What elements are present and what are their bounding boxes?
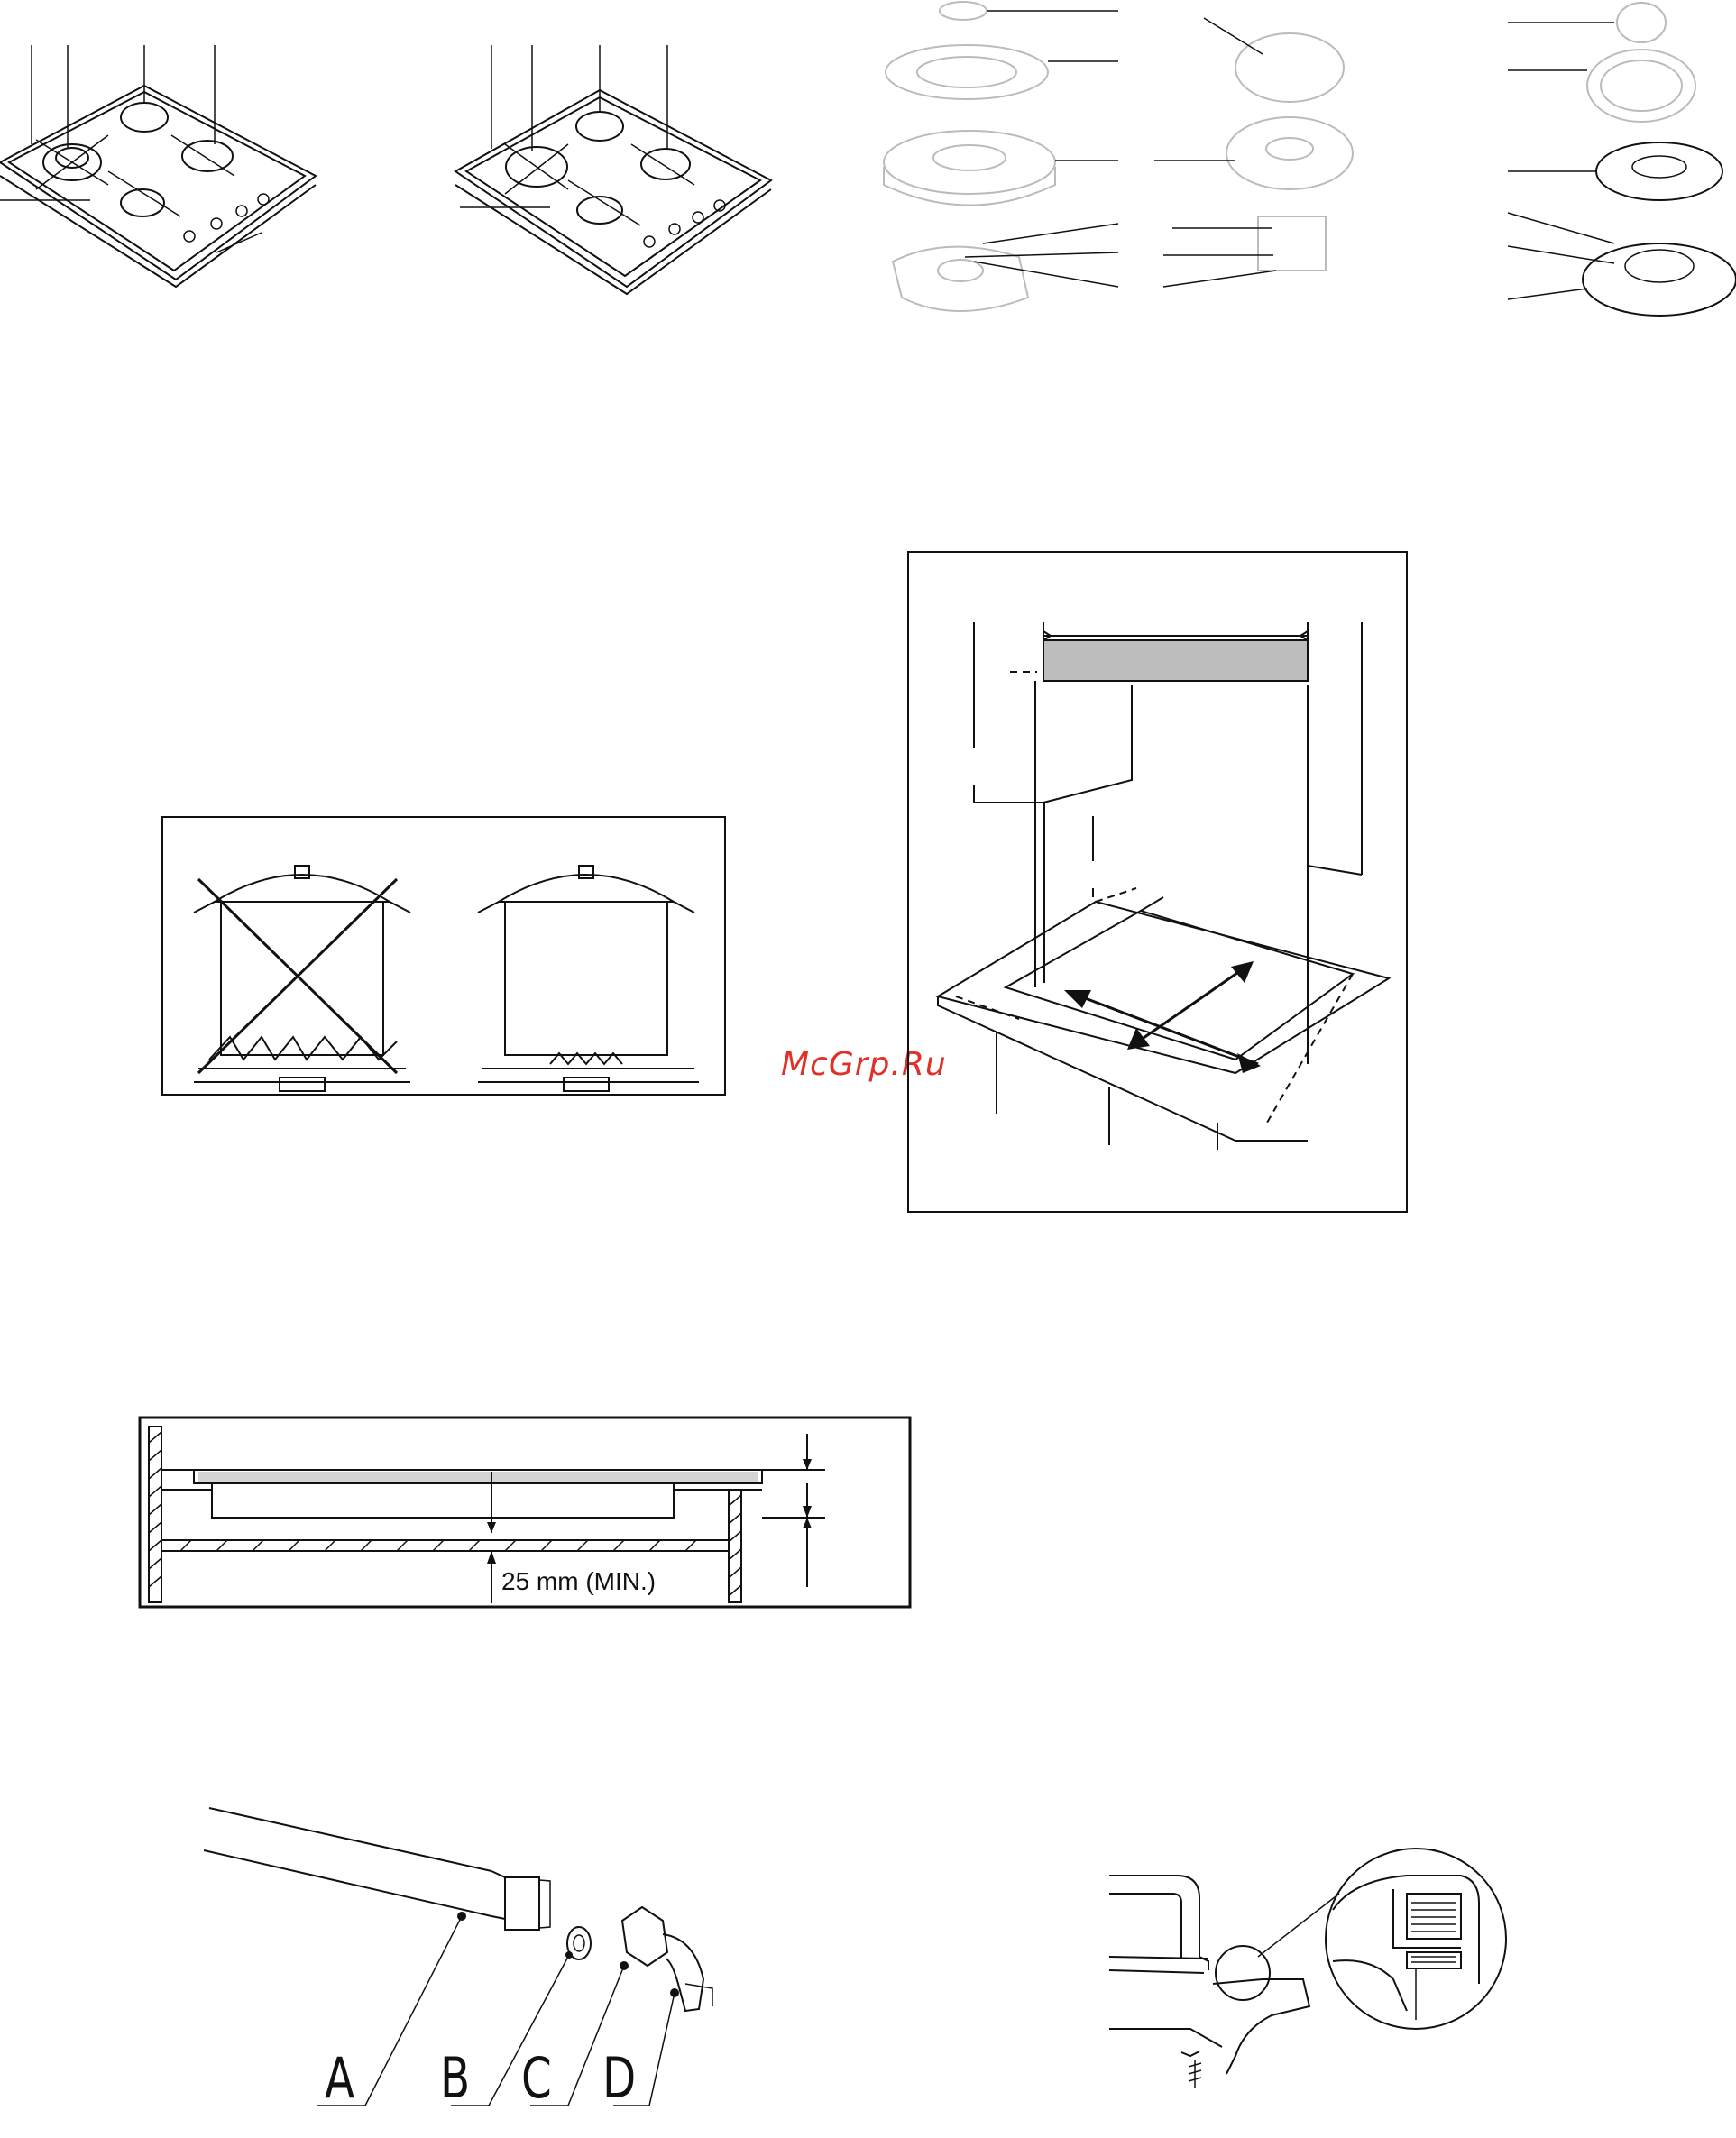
hob-variant-1 [0,45,316,287]
part-label-d: D [602,2045,637,2111]
clearance-label: 25 mm (MIN.) [501,1567,657,1595]
part-label-a: A [325,2045,355,2111]
pot-wrong [194,866,410,1091]
hob-variant-2 [455,45,771,294]
hob-overview-diagrams [0,0,1736,325]
burner-exploded-views [884,2,1736,316]
watermark: McGrp.Ru [781,1046,947,1083]
pot-correct [478,866,699,1091]
part-label-c: C [521,2045,552,2111]
part-label-b: B [440,2045,471,2111]
